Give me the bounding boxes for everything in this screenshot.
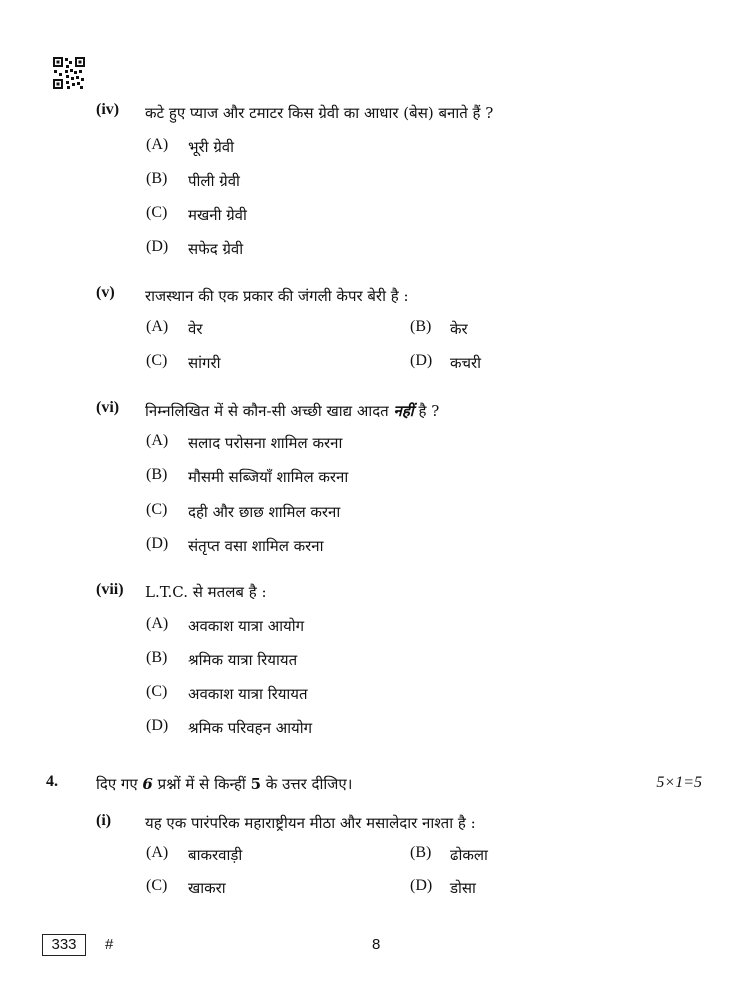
- hash-mark: #: [105, 936, 114, 953]
- option-text: अवकाश यात्रा आयोग: [188, 617, 305, 635]
- option-label: (B): [410, 318, 432, 335]
- option-text: केर: [450, 320, 468, 338]
- question-number: (vi): [96, 399, 120, 416]
- question-text: कटे हुए प्याज और टमाटर किस ग्रेवी का आधार (बेस) बनाते हैं ?: [145, 104, 494, 122]
- instruction-number: 6: [142, 775, 153, 793]
- option-label: (D): [146, 535, 169, 552]
- option-label: (D): [410, 352, 433, 369]
- option-text: सलाद परोसना शामिल करना: [188, 434, 343, 452]
- question-text-part: निम्नलिखित में से कौन-सी अच्छी खाद्य आदत: [145, 402, 394, 420]
- question-text: यह एक पारंपरिक महाराष्ट्रीयन मीठा और मसालेदार नाश्ता है :: [145, 814, 476, 832]
- question-number: (i): [96, 812, 112, 829]
- question-number: 4.: [46, 773, 58, 790]
- option-text: सफेद ग्रेवी: [188, 240, 244, 258]
- option-text: अवकाश यात्रा रियायत: [188, 685, 308, 703]
- option-label: (C): [146, 204, 168, 221]
- option-label: (B): [410, 844, 432, 861]
- option-text: ढोकला: [450, 846, 488, 864]
- instruction-part: प्रश्नों में से किन्हीं: [152, 775, 251, 793]
- emphasis-text: नहीं: [393, 402, 414, 420]
- option-text: मौसमी सब्जियाँ शामिल करना: [188, 468, 349, 486]
- instruction-number: 5: [250, 775, 262, 793]
- option-label: (B): [146, 466, 168, 483]
- question-number: (iv): [96, 101, 120, 118]
- option-text: संतृप्त वसा शामिल करना: [188, 537, 324, 555]
- qr-code-icon: [52, 56, 86, 90]
- question-number: (v): [96, 284, 115, 301]
- option-label: (B): [146, 649, 168, 666]
- option-label: (C): [146, 501, 168, 518]
- option-label: (A): [146, 318, 169, 335]
- option-label: (A): [146, 432, 169, 449]
- question-text: [145, 401, 439, 421]
- option-label: (D): [146, 238, 169, 255]
- option-text: भूरी ग्रेवी: [188, 138, 235, 156]
- option-text: वेर: [188, 320, 203, 338]
- option-label: (A): [146, 844, 169, 861]
- question-text: राजस्थान की एक प्रकार की जंगली केपर बेरी है :: [145, 287, 409, 305]
- option-label: (A): [146, 136, 169, 153]
- instruction-part: के उत्तर दीजिए।: [261, 775, 353, 793]
- option-label: (D): [410, 877, 433, 894]
- option-text: डोसा: [450, 879, 476, 897]
- option-label: (A): [146, 615, 169, 632]
- option-label: (C): [146, 352, 168, 369]
- option-label: (C): [146, 877, 168, 894]
- option-text: पीली ग्रेवी: [188, 172, 240, 190]
- option-text: मखनी ग्रेवी: [188, 206, 247, 224]
- option-text: सांगरी: [188, 354, 221, 372]
- instruction-text: [96, 774, 352, 794]
- option-label: (B): [146, 170, 168, 187]
- option-label: (C): [146, 683, 168, 700]
- question-text: L.T.C. से मतलब है :: [145, 583, 267, 601]
- instruction-part: दिए गए: [96, 775, 143, 793]
- option-text: दही और छाछ शामिल करना: [188, 503, 341, 521]
- option-label: (D): [146, 717, 169, 734]
- option-text: खाकरा: [188, 879, 226, 897]
- marks-label: 5×1=5: [656, 774, 702, 791]
- page-number: 8: [372, 936, 381, 953]
- option-text: श्रमिक परिवहन आयोग: [188, 719, 313, 737]
- option-text: बाकरवाड़ी: [188, 846, 243, 864]
- question-number: (vii): [96, 581, 124, 598]
- option-text: कचरी: [450, 354, 482, 372]
- paper-code: 333: [42, 934, 86, 956]
- option-text: श्रमिक यात्रा रियायत: [188, 651, 298, 669]
- question-text-part: है ?: [413, 402, 440, 420]
